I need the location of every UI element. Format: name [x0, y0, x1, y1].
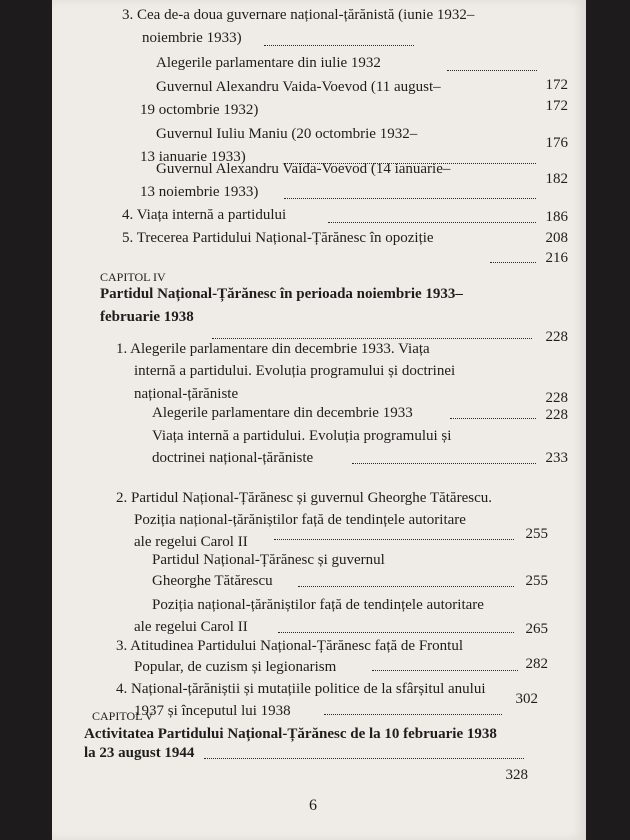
- page-number: 172: [545, 98, 568, 114]
- toc-sub-3-line1: Guvernul Iuliu Maniu (20 octombrie 1932–: [156, 126, 418, 142]
- chapter-title-line2: la 23 august 1944: [84, 745, 195, 761]
- toc-item-1-line3: național-țărăniste: [134, 386, 239, 402]
- leader-dots: [264, 45, 414, 46]
- toc-item-3-line1: 3. Cea de-a doua guvernare național-țărănistă (iunie 1932–: [122, 7, 475, 23]
- page-number: 176: [545, 135, 568, 151]
- toc-sub-1b-line2: doctrinei național-țărăniste: [152, 450, 314, 466]
- page-number: 233: [545, 450, 568, 466]
- toc-item-4-line1: 4. Național-țărăniștii și mutațiile politice de la sfârșitul anului: [116, 681, 486, 697]
- leader-dots: [352, 463, 536, 464]
- chapter-label: CAPITOL V: [92, 709, 154, 723]
- page-number: 328: [505, 767, 528, 783]
- book-page: [52, 0, 586, 840]
- page-number: 216: [545, 250, 568, 266]
- chapter-label: CAPITOL IV: [100, 270, 166, 284]
- toc-sub-2-line2: 19 octombrie 1932): [140, 102, 259, 118]
- leader-dots: [212, 338, 532, 339]
- toc-sub-4-line2: 13 noiembrie 1933): [140, 184, 259, 200]
- leader-dots: [274, 539, 514, 540]
- toc-item-5: 5. Trecerea Partidului Național-Țărănesc în opoziție: [122, 230, 434, 246]
- toc-item-4-line2: 1937 și începutul lui 1938: [134, 703, 291, 719]
- leader-dots: [490, 262, 536, 263]
- leader-dots: [447, 70, 537, 71]
- toc-sub-2b-line1: Poziția național-țărăniștilor față de tendințele autoritare: [152, 597, 484, 613]
- toc-item-1-line1: 1. Alegerile parlamentare din decembrie 1933. Viața: [116, 341, 430, 357]
- chapter-title-line1: Activitatea Partidului Național-Țărănesc de la 10 februarie 1938: [84, 726, 497, 742]
- leader-dots: [450, 418, 536, 419]
- toc-item-3-line1: 3. Atitudinea Partidului Național-Țărănesc față de Frontul: [116, 638, 463, 654]
- page-number: 265: [525, 621, 548, 637]
- toc-sub-1: Alegerile parlamentare din iulie 1932: [156, 55, 381, 71]
- page-number: 172: [545, 77, 568, 93]
- chapter-title-line2: februarie 1938: [100, 309, 194, 325]
- page-number: 228: [545, 329, 568, 345]
- leader-dots: [278, 632, 514, 633]
- toc-item-3-line2: Popular, de cuzism și legionarism: [134, 659, 337, 675]
- leader-dots: [298, 586, 514, 587]
- toc-item-1-line2: internă a partidului. Evoluția programului și doctrinei: [134, 363, 456, 379]
- toc-item-2-line1: 2. Partidul Național-Țărănesc și guvernul Gheorghe Tătărescu.: [116, 490, 492, 506]
- toc-sub-2a-line1: Partidul Național-Țărănesc și guvernul: [152, 552, 385, 568]
- toc-sub-4-line1: Guvernul Alexandru Vaida-Voevod (14 ianuarie–: [156, 161, 451, 177]
- page-number: 302: [515, 691, 538, 707]
- page-folio: 6: [309, 797, 317, 814]
- toc-item-4: 4. Viața internă a partidului: [122, 207, 287, 223]
- toc-sub-2a-line2: Gheorghe Tătărescu: [152, 573, 273, 589]
- toc-item-2-line2: Poziția național-țărăniștilor față de tendințele autoritare: [134, 512, 466, 528]
- page-number: 186: [545, 209, 568, 225]
- toc-sub-3-line2: 13 ianuarie 1933): [140, 149, 246, 165]
- chapter-title-line1: Partidul Național-Țărănesc în perioada noiembrie 1933–: [100, 286, 463, 302]
- page-number: 255: [525, 573, 548, 589]
- toc-sub-2b-line2: ale regelui Carol II: [134, 619, 248, 635]
- page-number: 282: [525, 656, 548, 672]
- page-number: 208: [545, 230, 568, 246]
- page-number: 255: [525, 526, 548, 542]
- toc-item-3-line2: noiembrie 1933): [142, 30, 242, 46]
- leader-dots: [328, 222, 536, 223]
- page-number: 228: [545, 390, 568, 406]
- leader-dots: [324, 714, 502, 715]
- toc-sub-1b-line1: Viața internă a partidului. Evoluția programului și: [152, 428, 452, 444]
- toc-item-2-line3: ale regelui Carol II: [134, 534, 248, 550]
- toc-sub-1a: Alegerile parlamentare din decembrie 1933: [152, 405, 413, 421]
- leader-dots: [204, 758, 524, 759]
- page-number: 182: [545, 171, 568, 187]
- toc-sub-2-line1: Guvernul Alexandru Vaida-Voevod (11 august–: [156, 79, 441, 95]
- page-number: 228: [545, 407, 568, 423]
- leader-dots: [372, 670, 518, 671]
- leader-dots: [284, 198, 536, 199]
